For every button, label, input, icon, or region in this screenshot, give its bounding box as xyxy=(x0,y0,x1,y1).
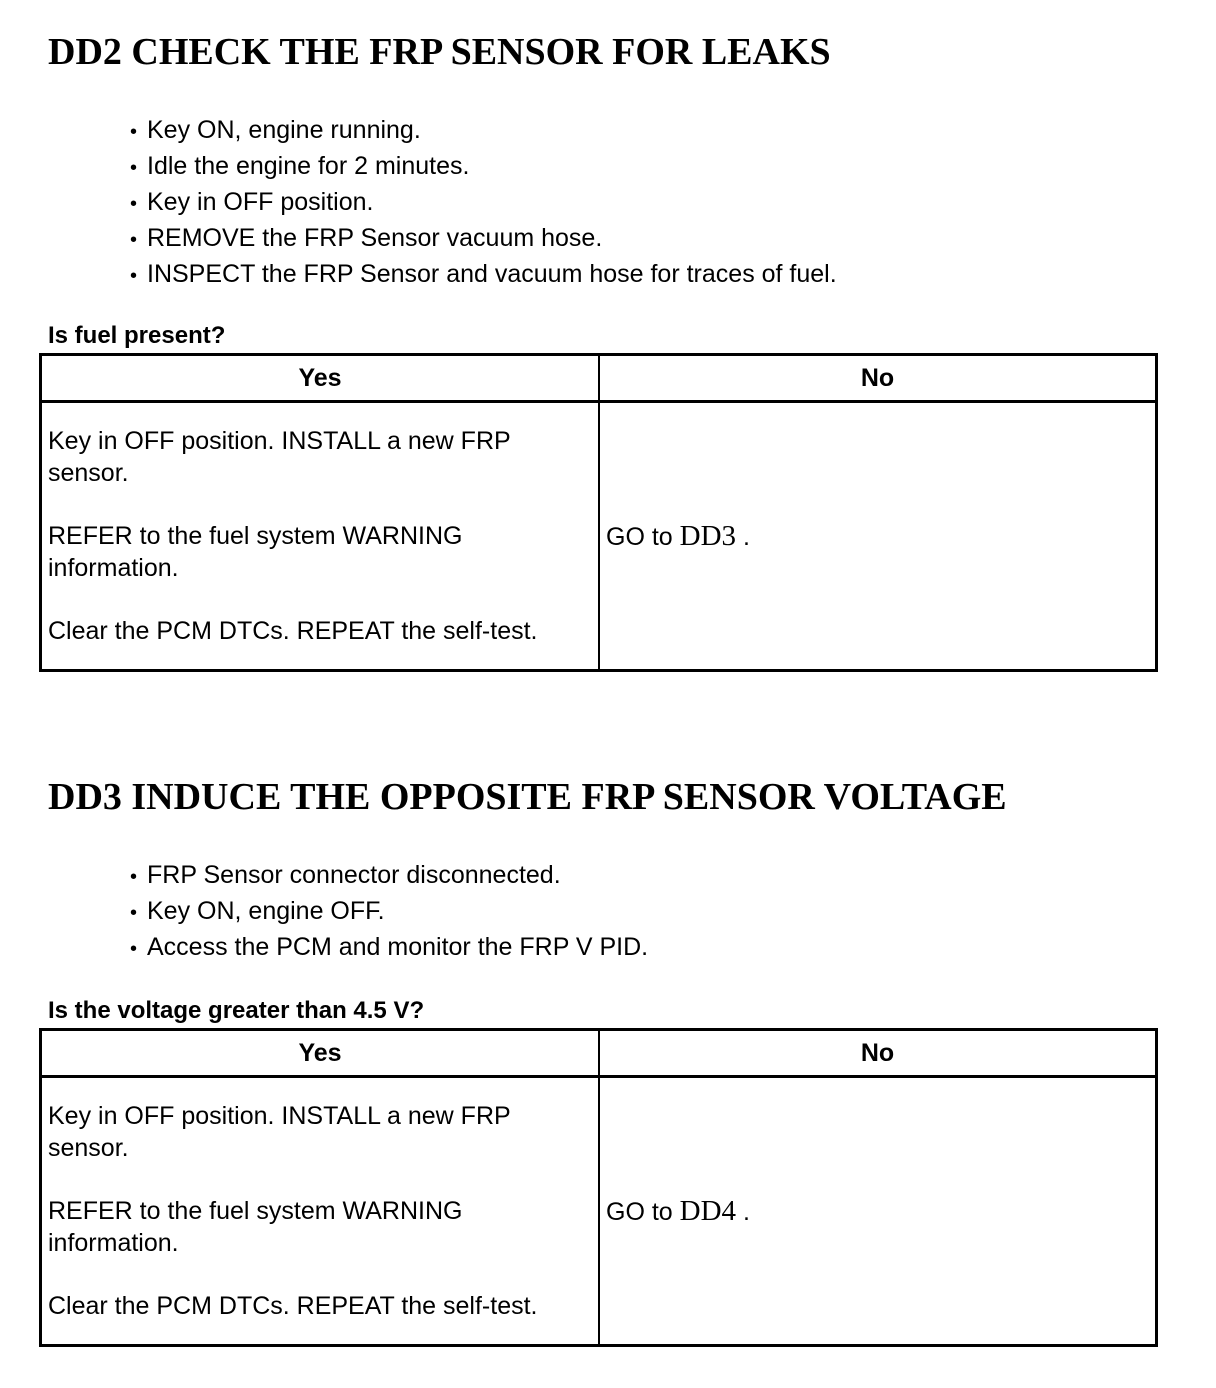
step-list xyxy=(130,113,837,293)
answer-table xyxy=(39,353,1158,672)
bullet-icon: • xyxy=(130,157,138,179)
bullet-icon: • xyxy=(130,902,138,924)
goto-suffix: . xyxy=(736,1197,750,1226)
no-cell xyxy=(599,402,1157,671)
goto-link[interactable]: DD3 xyxy=(679,519,737,552)
section-heading: DD3 INDUCE THE OPPOSITE FRP SENSOR VOLTAGE xyxy=(48,776,1007,818)
yes-header: Yes xyxy=(41,355,600,402)
step-item: • Access the PCM and monitor the FRP V PID. xyxy=(130,930,648,966)
step-item: • Idle the engine for 2 minutes. xyxy=(130,149,837,185)
yes-cell xyxy=(41,1077,600,1346)
section-heading: DD2 CHECK THE FRP SENSOR FOR LEAKS xyxy=(48,31,831,73)
step-item: • Key ON, engine OFF. xyxy=(130,894,648,930)
step-list xyxy=(130,858,648,966)
bullet-icon: • xyxy=(130,866,138,888)
no-cell xyxy=(599,1077,1157,1346)
table-row xyxy=(41,402,1157,671)
step-item: • Key ON, engine running. xyxy=(130,113,837,149)
answer-table xyxy=(39,1028,1158,1347)
table-row xyxy=(41,1077,1157,1346)
bullet-icon: • xyxy=(130,938,138,960)
step-item: • REMOVE the FRP Sensor vacuum hose. xyxy=(130,221,837,257)
yes-header: Yes xyxy=(41,1030,600,1077)
bullet-icon: • xyxy=(130,265,138,287)
yes-paragraph: Clear the PCM DTCs. REPEAT the self-test. xyxy=(48,617,538,645)
bullet-icon: • xyxy=(130,193,138,215)
goto-suffix: . xyxy=(736,522,750,551)
step-item: • INSPECT the FRP Sensor and vacuum hose for traces of fuel. xyxy=(130,257,837,293)
step-item: • FRP Sensor connector disconnected. xyxy=(130,858,648,894)
step-item: • Key in OFF position. xyxy=(130,185,837,221)
goto-link[interactable]: DD4 xyxy=(679,1194,737,1227)
bullet-icon: • xyxy=(130,121,138,143)
yes-paragraph: Key in OFF position. INSTALL a new FRP sensor. xyxy=(48,1102,511,1162)
yes-cell xyxy=(41,402,600,671)
no-header: No xyxy=(599,355,1157,402)
question: Is the voltage greater than 4.5 V? xyxy=(48,997,425,1024)
table-header-row xyxy=(41,355,1157,402)
yes-paragraph: REFER to the fuel system WARNING information. xyxy=(48,1197,463,1257)
no-header: No xyxy=(599,1030,1157,1077)
table-header-row xyxy=(41,1030,1157,1077)
goto-label: GO to xyxy=(606,522,673,551)
goto-label: GO to xyxy=(606,1197,673,1226)
yes-paragraph: Key in OFF position. INSTALL a new FRP sensor. xyxy=(48,427,511,487)
bullet-icon: • xyxy=(130,229,138,251)
yes-paragraph: REFER to the fuel system WARNING information. xyxy=(48,522,463,582)
question: Is fuel present? xyxy=(48,322,226,349)
yes-paragraph: Clear the PCM DTCs. REPEAT the self-test. xyxy=(48,1292,538,1320)
